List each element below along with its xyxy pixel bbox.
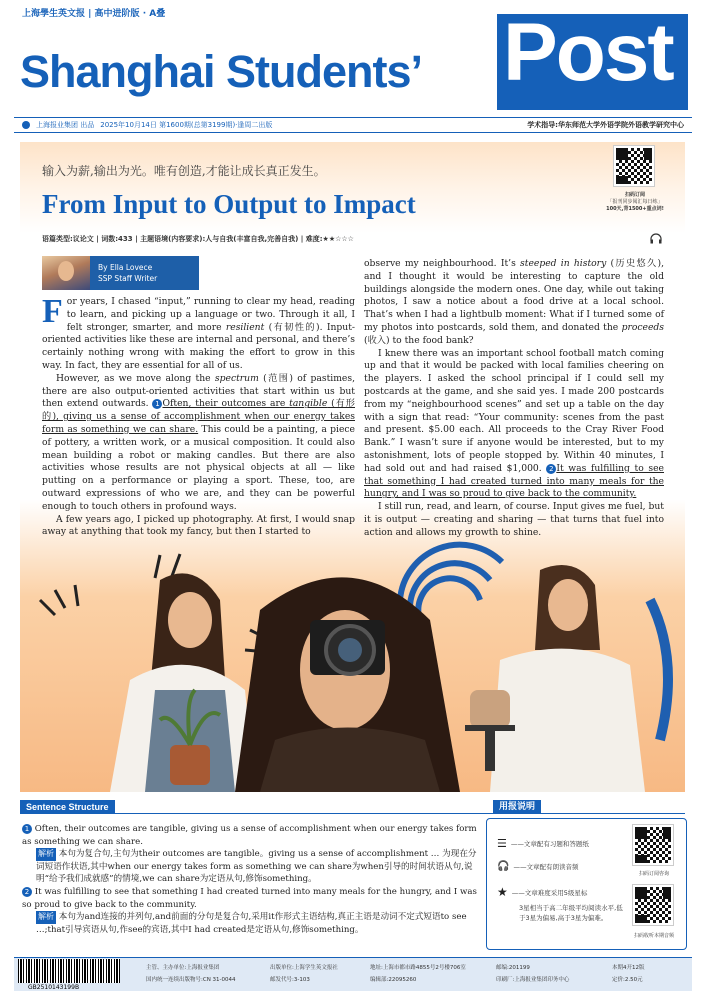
paragraph-4: observe my neighbourhood. It’s steeped in history (历史悠久), and I thought it would be interesting to capture the old buildings alongside the modern ones. One day, while out taking photos, I saw a notice about a food drive at a local school. That’s when I had a lightbulb moment: What if I turned some of my photos into postcards, sold them, and donated the proceeds (收入) to the food bank? bbox=[364, 258, 664, 346]
article-title: From Input to Output to Impact bbox=[42, 189, 416, 219]
footer-col-2: 出版单位:上海学生英文报社 邮发代号:3-103 bbox=[270, 965, 338, 983]
footer-col-5: 本期4开12版 定价:2.50元 bbox=[612, 965, 645, 983]
paragraph-1: For years, I chased “input,” running to clear my head, reading to learn, and picking up a language or two. Through it all, I felt stronger, smarter, and more resilient (有韧性的). Input-oriented activities like these are internal and personal, and there’s certainly nothing wrong with making the effort to grow in this way. In fact, they are essential for all of us. bbox=[42, 293, 356, 371]
analysis-tag: 解析 bbox=[36, 911, 56, 924]
article-column-left bbox=[42, 293, 356, 539]
usage-tab: 用报说明 bbox=[493, 800, 541, 814]
author-card bbox=[42, 256, 199, 290]
usage-instructions-box bbox=[486, 818, 687, 950]
feature-illustration bbox=[20, 540, 685, 792]
audio-qr[interactable] bbox=[633, 885, 673, 925]
sentence-structure-notes bbox=[22, 823, 480, 936]
analysis-tag: 解析 bbox=[36, 848, 56, 861]
edition-line: 上海學生英文报 | 高中进阶版 · A叠 bbox=[22, 9, 166, 19]
sentence-marker-2: 2 bbox=[546, 464, 556, 474]
barcode-number: GB2510143199B bbox=[28, 984, 80, 991]
publisher-logo-icon bbox=[22, 121, 30, 129]
masthead-post: Post bbox=[503, 7, 673, 98]
qr-code-icon bbox=[633, 885, 673, 925]
footer-col-1: 主管、主办单位:上海报业集团 国内统一连续出版物号:CN 31-0044 bbox=[146, 965, 236, 983]
usage-item-3: ★ ——文章难度采用5级星标 bbox=[497, 885, 588, 899]
paragraph-3: A few years ago, I picked up photography. At first, I would snap away at anything that took my fancy, but then I started to bbox=[42, 513, 355, 538]
author-photo bbox=[42, 256, 90, 290]
book-icon: ☰ bbox=[497, 837, 507, 850]
publisher: 上海报业集团 出品 bbox=[36, 121, 95, 129]
difficulty-note: 3星相当于高二年级平均阅读水平,低于3星为偏易,高于3星为偏难。 bbox=[519, 904, 623, 922]
issue-date: 2025年10月14日 第1600期(总第3199期)·逢周二出版 bbox=[100, 121, 273, 129]
qr-code-icon bbox=[614, 146, 654, 186]
sentence-2: 2 It was fulfilling to see that something I had created turned into many meals for the hungry, and I was so proud to give back to the community. bbox=[22, 886, 477, 910]
sentence-structure-tab: Sentence Structure bbox=[20, 800, 115, 814]
barcode bbox=[18, 959, 120, 983]
qr-code-icon bbox=[633, 825, 673, 865]
sentence-1: 1 Often, their outcomes are tangible, giving us a sense of accomplishment when our energy takes form as something we can share. bbox=[22, 824, 477, 847]
author-role: SSP Staff Writer bbox=[98, 274, 158, 283]
section-divider bbox=[20, 813, 685, 814]
woman-planting-figure bbox=[110, 573, 255, 792]
subscribe-qr[interactable] bbox=[614, 146, 654, 186]
woman-pottery-figure bbox=[465, 565, 668, 792]
audio-qr-caption: 扫码收听本期音频 bbox=[633, 933, 674, 939]
consult-qr[interactable] bbox=[633, 825, 673, 865]
author-name: By Ella Lovece bbox=[98, 262, 153, 272]
footer-col-4: 邮编:201199 印刷厂:上海报业集团印务中心 bbox=[496, 965, 570, 983]
qr-caption: 扫码订阅 「报刊同步阅汇每日练」 100天,背1500+重点词! bbox=[606, 192, 664, 212]
woman-with-camera-figure bbox=[235, 577, 460, 792]
paragraph-5: I knew there was an important school football match coming up and that it would be packed with local families cheering on the players. I asked the school principal if I could sell my postcards at the game, and she said yes. I made 200 postcards from my “neighbourhood scenes” and set up a table on the day with a sign that read: “Your community: scenes from the past and present. $5.00 each. All proceeds to the Cray River Food Bank.” I wasn’t sure if anyone would be interested, but to my astonishment, lots of people stopped by. Within 40 minutes, I had sold out and had raised $1,000. 2 It was fulfilling to see that something I had created turned into many meals for the hungry, and I was so proud to give back to the community. bbox=[364, 347, 664, 500]
usage-item-1: ☰ ——文章配有习题和答题纸 bbox=[497, 837, 589, 850]
star-icon: ★ bbox=[497, 885, 508, 899]
article-meta: 语篇类型:议论文 | 词数:433 | 主题语境(内容要求):人与自我(丰富自我,完善自我) | 难度:★★☆☆☆ bbox=[42, 235, 354, 243]
sentence-2-analysis: 解析 本句为and连接的并列句,and前面的分句是复合句,采用it作形式主语结构,真正主语是动词不定式短语to see …;that引导宾语从句,作see的宾语,其中I had created是定语从句,修饰something。 bbox=[36, 912, 467, 935]
sentence-marker-1: 1 bbox=[152, 399, 162, 409]
issue-info-bar bbox=[14, 117, 692, 133]
masthead-title: Shanghai Students’ bbox=[20, 46, 423, 97]
drop-cap: F bbox=[42, 293, 63, 330]
usage-item-2: 🎧 ——文章配有朗读音频 bbox=[497, 861, 579, 872]
sentence-1-analysis: 解析 本句为复合句,主句为their outcomes are tangible。giving us a sense of accomplishment … 为现在分词短语作状语,其中when our energy takes form as something we can share为when引导的时间状语从句,说明“给予我们成就感”的情境,we can share为定语从句,修饰something。 bbox=[36, 849, 477, 885]
footer-col-3: 地址:上海市都市路4855号2号楼706室 编辑部:22095260 bbox=[370, 965, 466, 983]
headphone-icon: 🎧 bbox=[497, 861, 510, 872]
consult-qr-caption: 扫码订阅咨询 bbox=[638, 871, 669, 877]
paragraph-6: I still run, read, and learn, of course. Input gives me fuel, but it is output — creating and sharing — that turns that fuel into action and allows my growth to shine. bbox=[364, 501, 664, 538]
article-tagline: 输入为薪,输出为光。唯有创造,才能让成长真正发生。 bbox=[42, 164, 326, 178]
article-column-right bbox=[364, 258, 664, 540]
academic-guidance: 学术指导:华东师范大学外语学院外语教学研究中心 bbox=[527, 121, 684, 129]
headphone-icon[interactable] bbox=[650, 233, 662, 247]
paragraph-2: However, as we move along the spectrum (范围) of pastimes, there are also output-oriented activities that start within us but then extend outwards. 1 Often, their outcomes are tangible (有形的), giving us a sense of accomplishment when our energy takes form as something we can share. This could be a painting, a piece of pottery, a written work, or a musical composition. It could also mean building a robot or making candles. But there are also activities whose results are not physical objects at all — like putting on a performance or playing a sport. These, too, are outward expressions of who we are, and they can be powerful enough to touch others in profound ways. bbox=[42, 372, 355, 512]
